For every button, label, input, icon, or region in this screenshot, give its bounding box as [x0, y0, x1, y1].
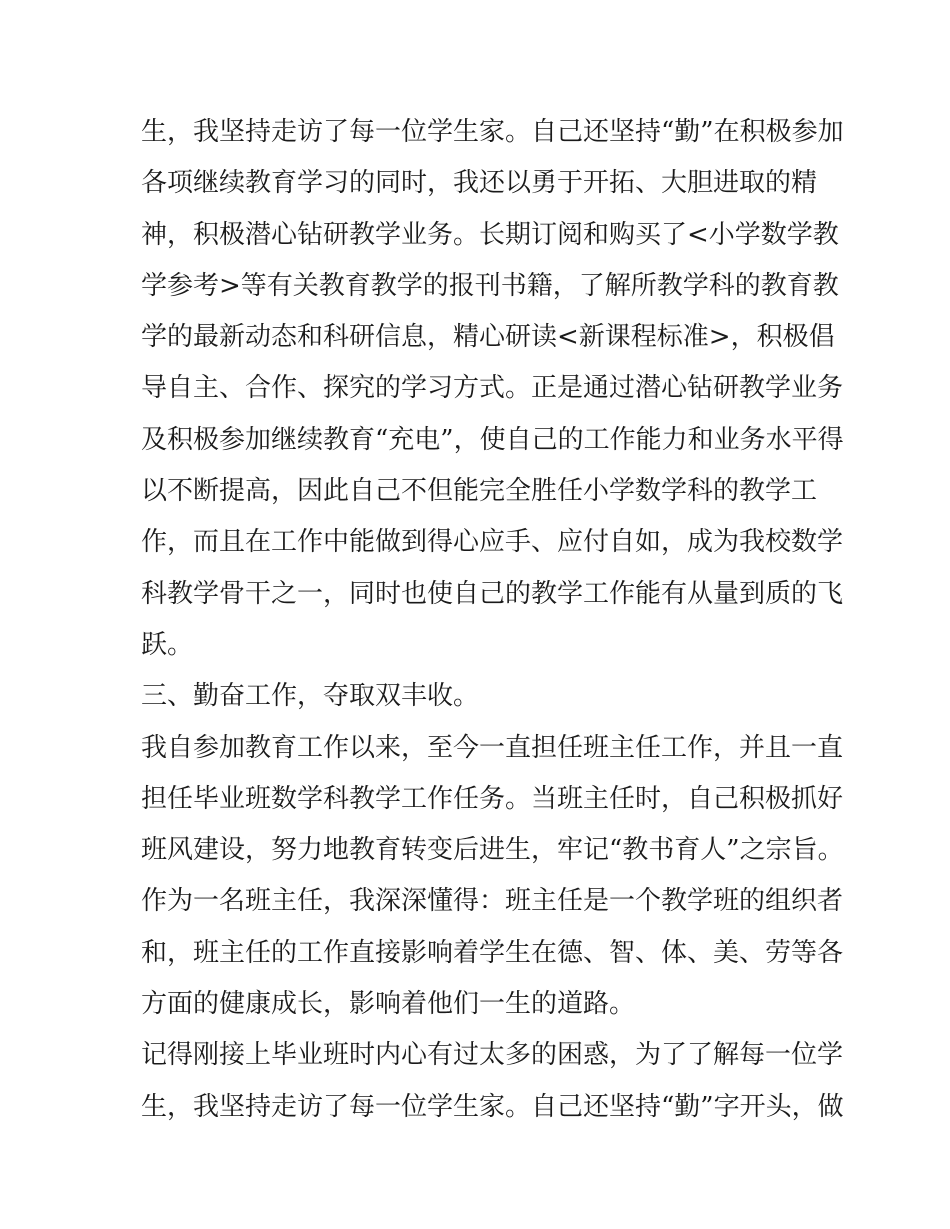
text-line-3: 神，积极潜心钻研教学业务。长期订阅和购买了<小学数学教	[141, 219, 839, 250]
text-line-15: 班风建设，努力地教育转变后进生，牢记“教书育人”之宗旨。	[141, 835, 844, 866]
text-line-16: 作为一名班主任，我深深懂得：班主任是一个教学班的组织者	[141, 886, 844, 917]
text-line-13: 我自参加教育工作以来，至今一直担任班主任工作，并且一直	[141, 732, 844, 763]
text-line-5: 学的最新动态和科研信息，精心研读<新课程标准>，积极倡	[141, 322, 835, 353]
text-line-10: 科教学骨干之一，同时也使自己的教学工作能有从量到质的飞	[141, 578, 844, 609]
text-line-18: 方面的健康成长，影响着他们一生的道路。	[141, 989, 636, 1020]
text-line-7: 及积极参加继续教育“充电”，使自己的工作能力和业务水平得	[141, 424, 844, 455]
text-line-6: 导自主、合作、探究的学习方式。正是通过潜心钻研教学业务	[141, 373, 844, 404]
text-line-19: 记得刚接上毕业班时内心有过太多的困惑，为了了解每一位学	[141, 1040, 844, 1071]
text-line-20: 生，我坚持走访了每一位学生家。自己还坚持“勤”字开头，做	[141, 1091, 844, 1122]
text-line-17: 和，班主任的工作直接影响着学生在德、智、体、美、劳等各	[141, 937, 844, 968]
section-heading: 三、勤奋工作，夺取双丰收。	[141, 681, 480, 712]
text-line-1: 生，我坚持走访了每一位学生家。自己还坚持“勤”在积极参加	[141, 117, 844, 147]
text-line-14: 担任毕业班数学科教学工作任务。当班主任时，自己积极抓好	[141, 783, 844, 814]
text-line-9: 作，而且在工作中能做到得心应手、应付自如，成为我校数学	[141, 527, 844, 558]
text-line-2: 各项继续教育学习的同时，我还以勇于开拓、大胆进取的精	[141, 168, 818, 199]
text-line-8: 以不断提高，因此自己不但能完全胜任小学数学科的教学工	[141, 476, 818, 507]
body-text	[141, 107, 844, 1133]
text-line-4: 学参考>等有关教育教学的报刊书籍，了解所教学科的教育教	[141, 270, 839, 301]
text-line-11: 跃。	[141, 629, 194, 660]
